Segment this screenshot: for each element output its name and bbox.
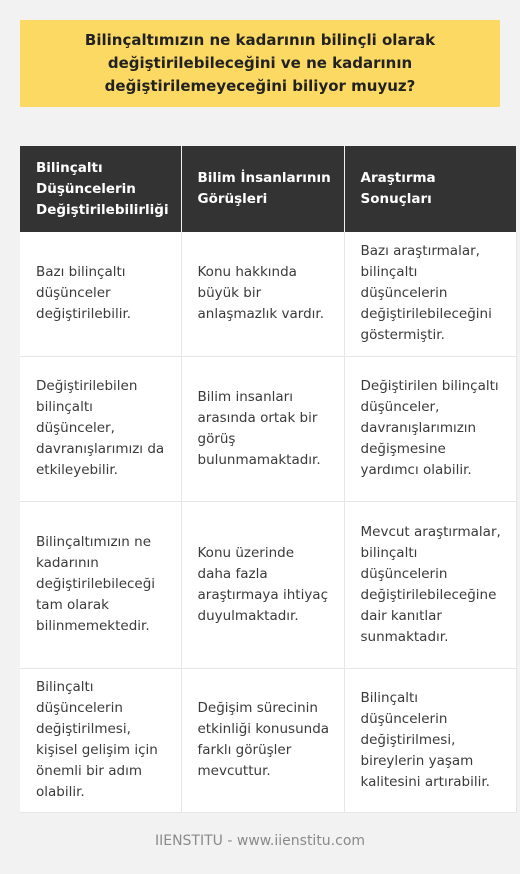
- footer-credit: IIENSTITU - www.iienstitu.com: [154, 833, 366, 849]
- table-row: [20, 501, 516, 668]
- table-cell: Konu hakkında büyük bir anlaşmazlık vardır.: [181, 232, 344, 356]
- column-header: Bilim İnsanlarının Görüşleri: [181, 146, 344, 232]
- table-cell: Mevcut araştırmalar, bilinçaltı düşüncelerin değiştirilebileceğine dair kanıtlar sunmaktadır.: [344, 501, 516, 668]
- table-cell: Bilim insanları arasında ortak bir görüş bulunmamaktadır.: [181, 356, 344, 501]
- table-cell: Bilinçaltımızın ne kadarının değiştirilebileceği tam olarak bilinmemektedir.: [20, 501, 181, 668]
- column-header: Araştırma Sonuçları: [344, 146, 516, 232]
- page-title: Bilinçaltımızın ne kadarının bilinçli olarak değiştirilebileceğini ve ne kadarının değiştirilemeyeceğini biliyor muyuz?: [20, 20, 500, 107]
- table-row: [20, 232, 516, 356]
- table-cell: Değişim sürecinin etkinliği konusunda farklı görüşler mevcuttur.: [181, 668, 344, 812]
- table-cell: Bazı araştırmalar, bilinçaltı düşüncelerin değiştirilebileceğini göstermiştir.: [344, 232, 516, 356]
- table-row: [20, 668, 516, 812]
- table-cell: Bazı bilinçaltı düşünceler değiştirilebilir.: [20, 232, 181, 356]
- table-cell: Bilinçaltı düşüncelerin değiştirilmesi, bireylerin yaşam kalitesini artırabilir.: [344, 668, 516, 812]
- column-header: Bilinçaltı Düşüncelerin Değiştirilebilirliği: [20, 146, 181, 232]
- table-cell: Konu üzerinde daha fazla araştırmaya ihtiyaç duyulmaktadır.: [181, 501, 344, 668]
- table-cell: Değiştirilen bilinçaltı düşünceler, davranışlarımızın değişmesine yardımcı olabilir.: [344, 356, 516, 501]
- comparison-table: [20, 146, 517, 813]
- table-row: [20, 356, 516, 501]
- table-cell: Değiştirilebilen bilinçaltı düşünceler, davranışlarımızı da etkileyebilir.: [20, 356, 181, 501]
- table-cell: Bilinçaltı düşüncelerin değiştirilmesi, kişisel gelişim için önemli bir adım olabilir.: [20, 668, 181, 812]
- table-header-row: [20, 146, 516, 232]
